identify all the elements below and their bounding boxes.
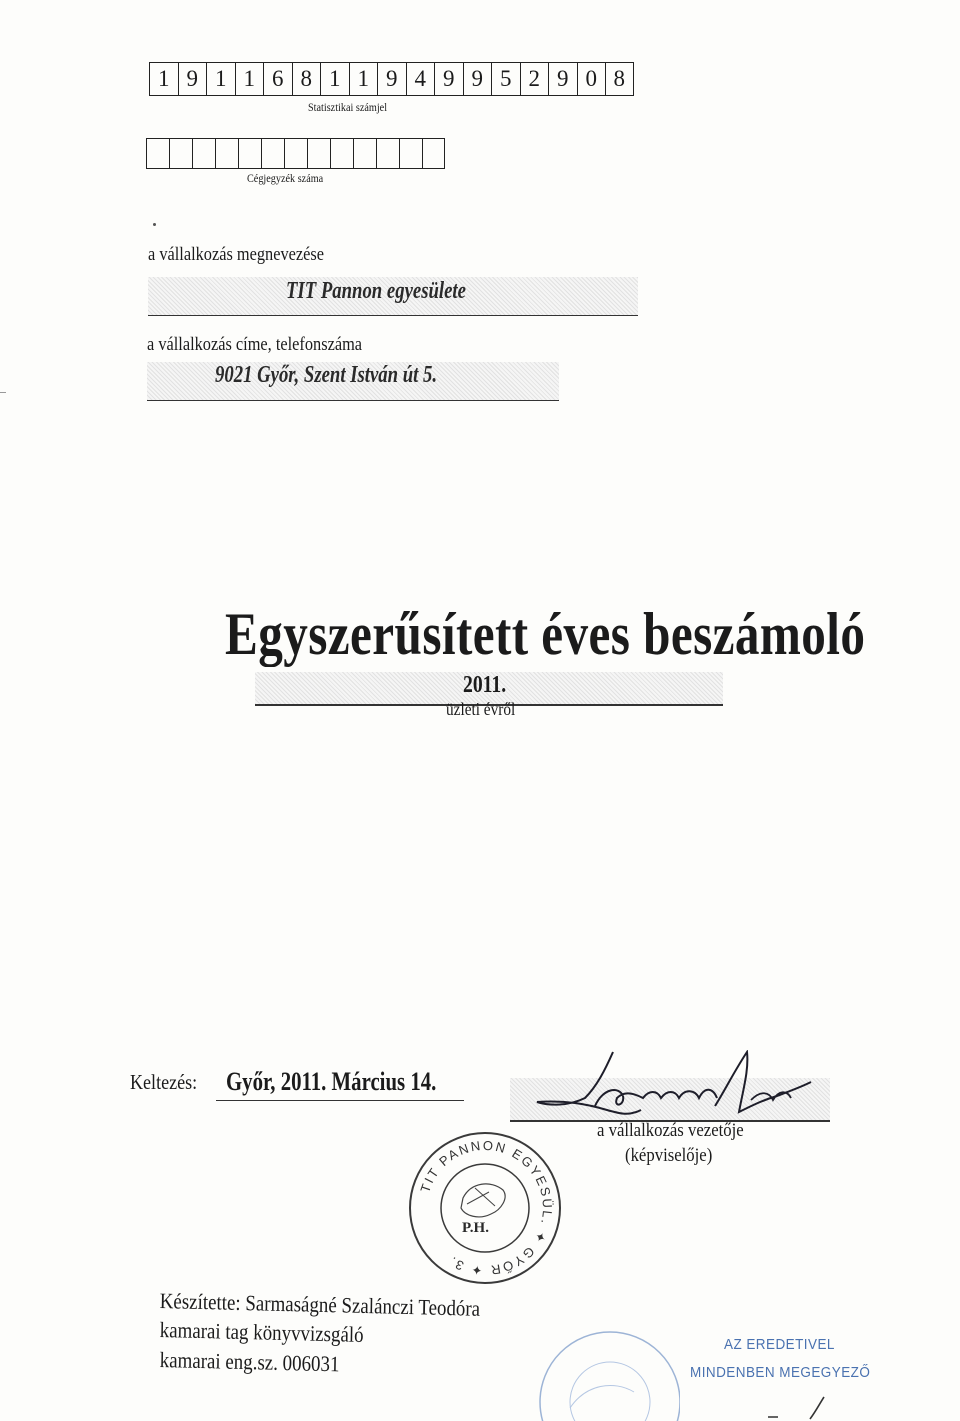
date-label: Keltezés: [130, 1070, 198, 1094]
name-field-line [148, 315, 638, 316]
date-value: Győr, 2011. Március 14. [226, 1067, 437, 1096]
stat-number-caption: Statisztikai számjel [308, 100, 388, 114]
company-reg-box [422, 138, 445, 169]
stat-digit-box: 9 [377, 62, 406, 96]
faint-copy-stamp [530, 1310, 680, 1421]
company-name-value: TIT Pannon egyesülete [286, 278, 466, 304]
initial-mark [760, 1395, 830, 1421]
official-stamp [405, 1128, 565, 1288]
report-year: 2011. [463, 672, 507, 698]
certification-line-1: AZ EREDETIVEL [724, 1336, 835, 1353]
stat-digit-box: 9 [463, 62, 492, 96]
stamp-center-text: P.H. [462, 1220, 489, 1236]
report-year-caption: üzleti évről [446, 699, 516, 719]
company-reg-caption: Cégjegyzék száma [247, 171, 324, 185]
company-name-label: a vállalkozás megnevezése [148, 244, 325, 265]
company-reg-box [284, 138, 307, 169]
stat-digit-box: 1 [349, 62, 378, 96]
address-field-line [147, 400, 559, 401]
company-reg-box [307, 138, 330, 169]
stat-digit-box: 6 [263, 62, 292, 96]
company-reg-box [238, 138, 261, 169]
speck [153, 223, 156, 226]
report-title: Egyszerűsített éves beszámoló [225, 601, 866, 667]
company-reg-box [330, 138, 353, 169]
company-reg-box [399, 138, 422, 169]
stat-digit-box: 4 [406, 62, 435, 96]
preparer-name: Készítette: Sarmaságné Szalánczi Teodóra [159, 1288, 481, 1321]
company-reg-boxes [146, 138, 445, 169]
company-reg-box [376, 138, 399, 169]
fold-mark [0, 392, 6, 393]
stat-digit-box: 1 [320, 62, 349, 96]
company-reg-box [146, 138, 169, 169]
company-reg-box [215, 138, 238, 169]
company-address-value: 9021 Győr, Szent István út 5. [215, 362, 438, 388]
company-reg-box [192, 138, 215, 169]
signature-role: a vállalkozás vezetője [597, 1120, 744, 1141]
stat-digit-box: 8 [292, 62, 321, 96]
company-address-label: a vállalkozás címe, telefonszáma [147, 334, 363, 355]
svg-text:TIT PANNON EGYESÜL. ✦ GYŐR ✦ 3 [417, 1138, 555, 1278]
company-reg-box [169, 138, 192, 169]
stamp-ring-text: TIT PANNON EGYESÜL. ✦ GYŐR ✦ 3. [417, 1137, 556, 1279]
stat-digit-box: 1 [149, 62, 178, 96]
stat-digit-box: 5 [491, 62, 520, 96]
signature-handwriting [525, 1050, 825, 1130]
stat-digit-box: 8 [605, 62, 634, 96]
stat-number-boxes [149, 62, 634, 96]
preparer-registration: kamarai eng.sz. 006031 [159, 1347, 340, 1377]
stat-digit-box: 1 [206, 62, 235, 96]
stat-digit-box: 9 [178, 62, 207, 96]
stat-digit-box: 2 [520, 62, 549, 96]
signature-role-sub: (képviselője) [625, 1145, 713, 1166]
preparer-title: kamarai tag könyvvizsgáló [159, 1317, 364, 1347]
company-reg-box [353, 138, 376, 169]
company-reg-box [261, 138, 284, 169]
date-field-line [216, 1100, 464, 1101]
certification-line-2: MINDENBEN MEGEGYEZŐ [690, 1364, 871, 1381]
stat-digit-box: 9 [434, 62, 463, 96]
stat-digit-box: 9 [548, 62, 577, 96]
stat-digit-box: 0 [577, 62, 606, 96]
stat-digit-box: 1 [235, 62, 264, 96]
